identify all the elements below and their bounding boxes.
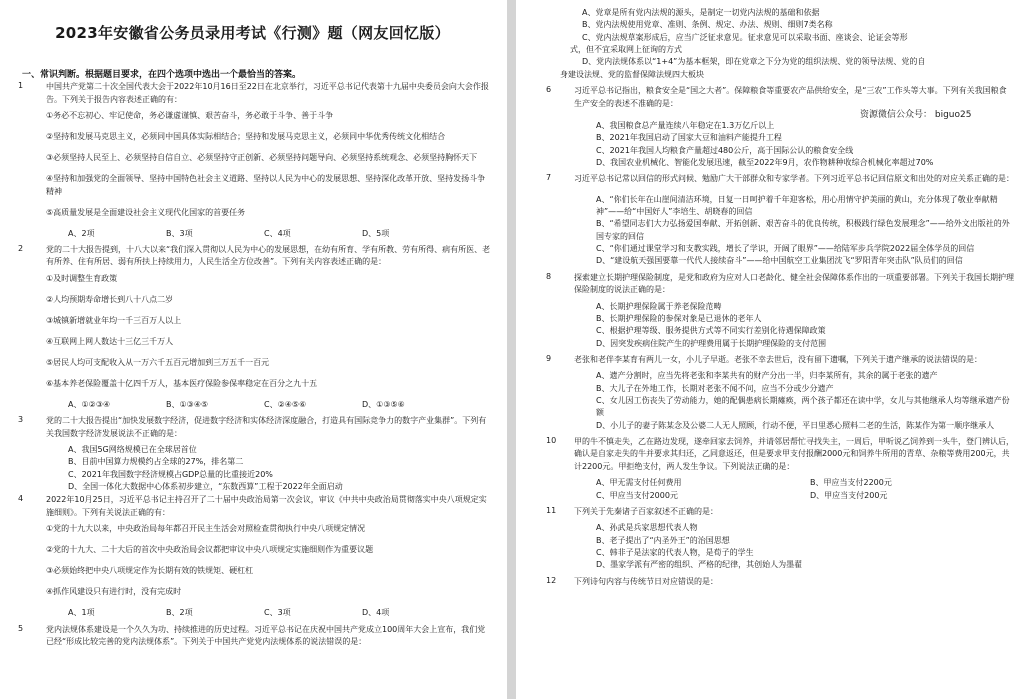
question-number: 10 [546,435,557,445]
option-d: D、我国农业机械化、智能化发展迅速，截至2022年9月，农作物耕种收综合机械化率超过70% [596,158,934,168]
option-b: B、2项 [166,608,193,618]
option-d: D、墨家学派有严密的组织、严格的纪律，其创始人为墨翟 [596,560,803,570]
option-b: B、长期护理保险的参保对象是已退休的老年人 [596,313,762,323]
question-stem: 党的二十大报告提出“加快发展数字经济，促进数字经济和实体经济深度融合，打造具有国际竞争力的数字产业集群”。下列有关我国数字经济发展说法不正确的是： [46,416,487,438]
question-11 [540,506,1014,572]
watermark-text: 资源微信公众号： biguo25 [860,110,972,120]
question-number: 1 [18,81,24,90]
question-1 [12,81,493,240]
question-stem: 下列关于先秦诸子百家叙述不正确的是： [574,506,718,516]
answer-options [68,228,493,240]
question-5 [12,624,493,649]
question-stem: 甲的牛不慎走失，乙在路边发现，遂牵回家去饲养，并请邻居帮忙寻找失主，一周后，甲听说乙饲养到一头牛，登门辨认后，确认是自家走失的牛并要求其归还，乙同意返还，但是要求甲支付报酬2000元和饲养牛所用的青草、杂粮等费用200元，共计2200元。甲拒绝支付，两人发生争议。下列说法正确的是： [574,436,1014,471]
page-gutter [507,0,516,699]
statement: ②党的十九大、二十大后的首次中央政治局会议都把审议中央八项规定实施细则作为重要议题 [46,545,374,555]
question-stem: 中国共产党第二十次全国代表大会于2022年10月16日至22日在北京举行，习近平总书记代表第十九届中央委员会向大会作报告。下列关于报告内容表述正确的有： [46,82,489,104]
option-a: A、我国5G网络规模已在全球居首位 [68,445,197,455]
option-a: A、1项 [68,608,95,618]
question-number: 3 [18,415,24,425]
question-number: 2 [18,243,24,253]
option-c: C、甲应当支付2000元 [596,490,678,500]
question-stem: 习近平总书记指出，粮食安全是“国之大者”。保障粮食等重要农产品供给安全，是“三农”工作头等大事。下列有关我国粮食生产安全的表述不准确的是： [574,86,1007,108]
question-number: 11 [546,505,557,515]
answer-options [68,607,493,619]
statement: ④抓作风建设只有进行时，没有完成时 [46,587,182,597]
question-stem: 探索建立长期护理保险制度，是党和政府为应对人口老龄化、健全社会保障体系作出的一项重要部署。下列关于我国长期护理保险制度的说法正确的是： [574,272,1014,295]
option-d: D、小儿子的妻子陈某念及公婆二人无人照顾，行动不便，平日里悉心照料二老的生活，陈某作为第一顺序继承人 [596,420,995,430]
answer-options [68,399,493,411]
option-a: A、2项 [68,228,95,238]
question-10 [540,436,1014,502]
option-a: A、“你们长年在山崖间清洁环境，日复一日呵护着千年迎客松，用心用情守护美丽的黄山，充分体现了敬业奉献精神”——给“中国好人”李培生、胡晓春的回信 [596,194,998,217]
statement: ④互联网上网人数达十三亿三千万人 [46,336,174,346]
statement: ①党的十九大以来，中央政治局每年都召开民主生活会对照检查贯彻执行中央八项规定情况 [46,524,366,534]
statement: ②人均预期寿命增长到八十八点二岁 [46,294,174,304]
option-d: D、党内法规体系以“1+4”为基本框架，即在党章之下分为党的组织法规、党的领导法规、党的自 [582,57,926,67]
option-d: D、5项 [362,228,390,238]
option-c: C、党内法规草案形成后，应当广泛征求意见。征求意见可以采取书面、座谈会、论证会等形 [582,32,908,42]
option-b: B、老子提出了“内圣外王”的治国思想 [596,535,730,545]
option-b: B、2021年我国启动了国家大豆和油料产能提升工程 [596,133,782,143]
question-number: 12 [546,575,557,585]
question-6 [540,85,1014,169]
option-b: B、“希望同志们大力弘扬爱国奉献、开拓创新、艰苦奋斗的优良传统，积极践行绿色发展理念”——给外文出版社的外国专家的回信 [596,219,1010,241]
statement: ③必须坚持人民至上、必须坚持自信自立、必须坚持守正创新、必须坚持问题导向、必须坚持系统观念、必须坚持胸怀天下 [46,153,478,162]
option-b: B、目前中国算力规模约占全球的27%，排名第二 [68,457,244,467]
option-c: C、“你们通过课堂学习和支教实践，增长了学识，开阔了眼界”——给陆军步兵学院2022届全体学员的回信 [596,244,975,254]
question-number: 7 [546,173,552,183]
question-number: 6 [546,85,552,95]
statement: ④坚持和加强党的全面领导、坚持中国特色社会主义道路、坚持以人民为中心的发展思想、坚持深化改革开放、坚持发扬斗争精神 [46,174,486,196]
option-c: C、3项 [264,608,291,618]
question-7 [540,173,1014,267]
option-b: B、党内法规使用党章、准则、条例、规定、办法、规则、细则7类名称 [582,20,833,30]
question-stem: 2022年10月25日，习近平总书记主持召开了二十届中央政治局第一次会议，审议《中共中央政治局贯彻落实中央八项规定实施细则》。下列有关说法正确的有： [46,495,487,517]
option-d: D、因突发疾病住院产生的护理费用属于长期护理保险的支付范围 [596,338,827,348]
option-c: C、韩非子是法家的代表人物，是荀子的学生 [596,548,754,558]
option-d: D、甲应当支付200元 [810,490,888,500]
statement: ①及时调整生育政策 [46,273,118,283]
question-stem: 下列诗句内容与传统节日对应错误的是： [574,576,718,586]
question-12 [540,576,1014,589]
option-c: C、4项 [264,228,291,238]
question-2 [12,244,493,411]
question-number: 9 [546,353,552,363]
question-5-continued [540,7,1014,81]
statement: ⑤居民人均可支配收入从一万六千五百元增加到三万五千一百元 [46,357,270,367]
document-page-left [0,0,507,699]
statement: ②坚持和发展马克思主义，必须同中国具体实际相结合；坚持和发展马克思主义，必须同中华优秀传统文化相结合 [46,132,446,141]
question-number: 8 [546,271,552,281]
question-stem: 党的二十大报告提到，十八大以来“我们深入贯彻以人民为中心的发展思想，在幼有所育、学有所教、劳有所得、病有所医、老有所养、住有所居、弱有所扶上持续用力，人民生活全方位改善”。下列有关内容表述正确的是： [46,244,491,267]
option-c: C、2021年我国数字经济规模占GDP总量的比重接近20% [68,469,273,479]
option-b: B、3项 [166,228,193,238]
option-a: A、①②③④ [68,399,111,409]
option-c: C、2021年我国人均粮食产量超过480公斤，高于国际公认的粮食安全线 [596,145,854,155]
question-9 [540,354,1014,432]
option-b: B、大儿子在外地工作，长期对老张不闻不问，应当不分或少分遗产 [596,383,834,393]
statement: ③城镇新增就业年均一千三百万人以上 [46,315,182,325]
option-c: C、根据护理等级、服务提供方式等不同实行差别化待遇保障政策 [596,326,826,336]
question-stem: 党内法规体系建设是一个久久为功、持续推进的历史过程。习近平总书记在庆祝中国共产党成立100周年大会上宣布，我们党已经“形成比较完善的党内法规体系”。下列关于中国共产党党内法规体系的说法错误的是： [46,624,486,647]
option-a: A、甲无需支付任何费用 [596,478,682,488]
statement: ⑥基本养老保险覆盖十亿四千万人，基本医疗保险参保率稳定在百分之九十五 [46,378,318,388]
document-page-right [516,0,1024,699]
section-heading: 一、常识判断。根据题目要求，在四个选项中选出一个最恰当的答案。 [22,70,302,80]
question-4 [12,494,493,619]
option-c: C、女儿因工伤丧失了劳动能力，她的配偶患病长期瘫痪，两个孩子都还在读中学，女儿与其他继承人均等继承遗产份额 [596,395,1010,418]
statement: ①务必不忘初心、牢记使命，务必谦虚谨慎、艰苦奋斗，务必敢于斗争、善于斗争 [46,111,334,120]
option-a: A、长期护理保险属于养老保险范畴 [596,301,722,311]
option-a: A、遗产分割时，应当先将老张和李某共有的财产分出一半，归李某所有，其余的属于老张的遗产 [596,371,938,381]
question-number: 5 [18,623,24,633]
statement: ⑤高质量发展是全面建设社会主义现代化国家的首要任务 [46,207,246,217]
question-8 [540,272,1014,350]
option-c-continued: 式，但不宜采取网上征询的方式 [570,44,682,54]
option-a: A、我国粮食总产量连续八年稳定在1.3万亿斤以上 [596,121,775,131]
question-stem: 老张和老伴李某育有两儿一女，小儿子早逝。老张不幸去世后，没有留下遗嘱，下列关于遗产继承的说法错误的是： [574,354,982,364]
statement: ③必须始终把中央八项规定作为长期有效的铁规矩、硬杠杠 [46,566,254,576]
option-a: A、党章是所有党内法规的源头，是制定一切党内法规的基础和依据 [582,8,820,17]
option-a: A、孙武是兵家思想代表人物 [596,523,698,533]
option-d: D、①③⑤⑥ [362,399,405,409]
question-3 [12,415,493,493]
option-d: D、4项 [362,608,390,618]
question-stem: 习近平总书记常以回信的形式问候、勉励广大干部群众和专家学者。下列习近平总书记回信原文和出处的对应关系正确的是： [574,174,1014,184]
document-title: 2023年安徽省公务员录用考试《行测》题（网友回忆版） [55,24,450,42]
option-d: D、“建设航天强国要靠一代代人接续奋斗”——给中国航空工业集团沈飞“罗阳青年突击队”队员们的回信 [596,256,963,266]
option-c: C、②④⑤⑥ [264,399,307,409]
option-d-continued: 身建设法规、党的监督保障法规四大板块 [560,69,704,79]
option-b: B、①③④⑤ [166,399,209,409]
answer-options [596,477,1014,502]
question-number: 4 [18,494,24,504]
option-d: D、全国一体化大数据中心体系初步建立，“东数西算”工程于2022年全面启动 [68,481,343,491]
option-b: B、甲应当支付2200元 [810,478,892,488]
